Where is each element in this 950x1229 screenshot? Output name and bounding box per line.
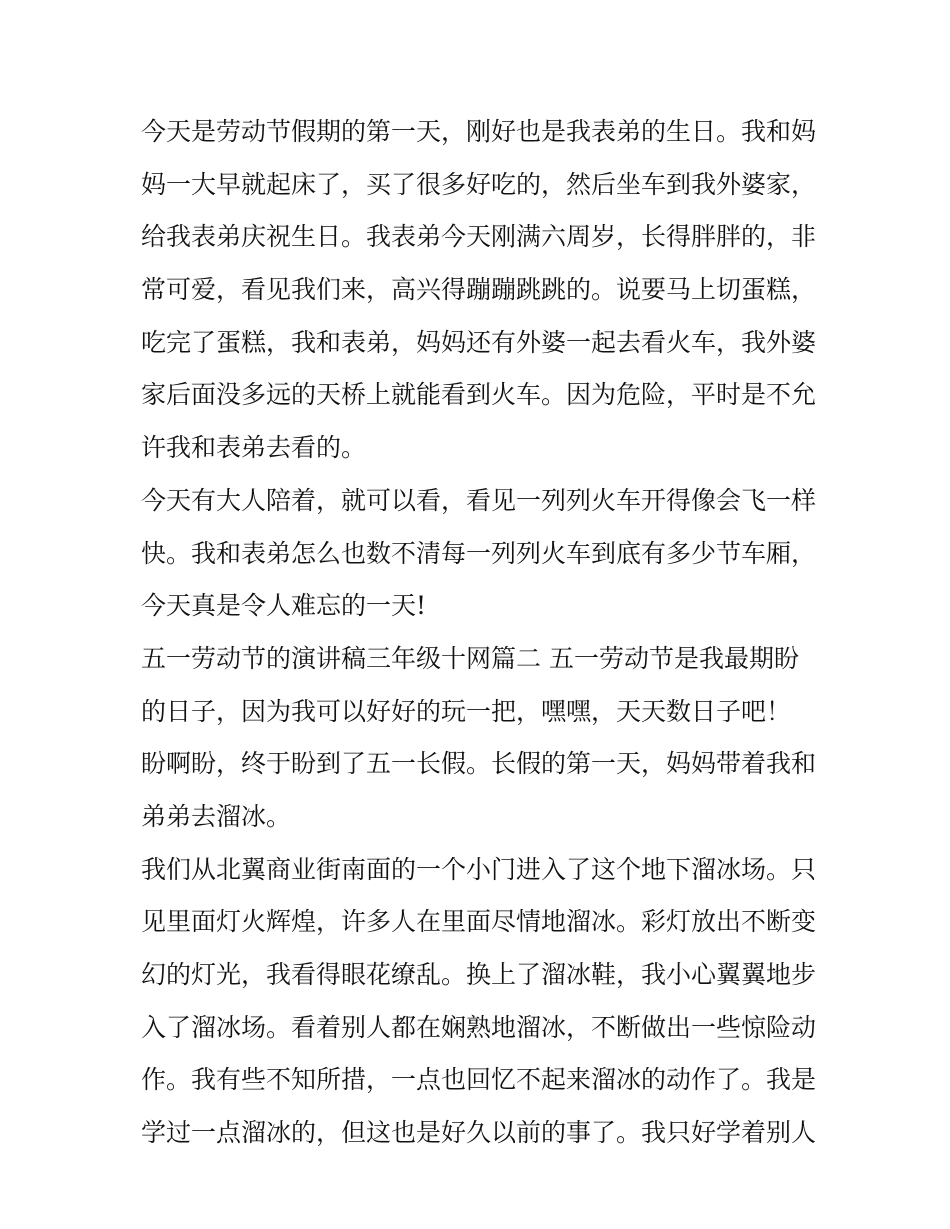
text-line: 吃完了蛋糕，我和表弟，妈妈还有外婆一起去看火车，我外婆 bbox=[141, 327, 817, 357]
text-line: 家后面没多远的天桥上就能看到火车。因为危险，平时是不允 bbox=[141, 380, 817, 410]
body-text bbox=[141, 106, 821, 1160]
text-line: 今天是劳动节假期的第一天，刚好也是我表弟的生日。我和妈 bbox=[141, 117, 817, 146]
text-line: 弟弟去溜冰。 bbox=[141, 801, 292, 831]
text-line: 的日子，因为我可以好好的玩一把，嘿嘿，天天数日子吧！ bbox=[141, 696, 792, 726]
text-line: 今天有大人陪着，就可以看，看见一列列火车开得像会飞一样 bbox=[141, 485, 817, 515]
text-line: 入了溜冰场。看着别人都在娴熟地溜冰，不断做出一些惊险动 bbox=[141, 1012, 817, 1042]
text-line: 给我表弟庆祝生日。我表弟今天刚满六周岁，长得胖胖的，非 bbox=[141, 222, 817, 252]
text-line: 五一劳动节的演讲稿三年级十网篇二 五一劳动节是我最期盼 bbox=[141, 643, 799, 673]
text-line: 见里面灯火辉煌，许多人在里面尽情地溜冰。彩灯放出不断变 bbox=[141, 907, 817, 937]
text-line: 我们从北翼商业街南面的一个小门进入了这个地下溜冰场。只 bbox=[141, 854, 817, 884]
text-line: 快。我和表弟怎么也数不清每一列列火车到底有多少节车厢， bbox=[141, 538, 817, 568]
text-line: 作。我有些不知所措，一点也回忆不起来溜冰的动作了。我是 bbox=[141, 1065, 817, 1095]
text-line: 妈一大早就起床了，买了很多好吃的，然后坐车到我外婆家， bbox=[141, 169, 817, 199]
text-line: 盼啊盼，终于盼到了五一长假。长假的第一天，妈妈带着我和 bbox=[141, 749, 817, 779]
text-line: 常可爱，看见我们来，高兴得蹦蹦跳跳的。说要马上切蛋糕， bbox=[141, 275, 817, 305]
text-line: 今天真是令人难忘的一天! bbox=[141, 591, 427, 621]
text-line: 许我和表弟去看的。 bbox=[141, 433, 367, 463]
text-line: 学过一点溜冰的，但这也是好久以前的事了。我只好学着别人 bbox=[141, 1118, 817, 1148]
text-line: 幻的灯光，我看得眼花缭乱。换上了溜冰鞋，我小心翼翼地步 bbox=[141, 960, 817, 989]
